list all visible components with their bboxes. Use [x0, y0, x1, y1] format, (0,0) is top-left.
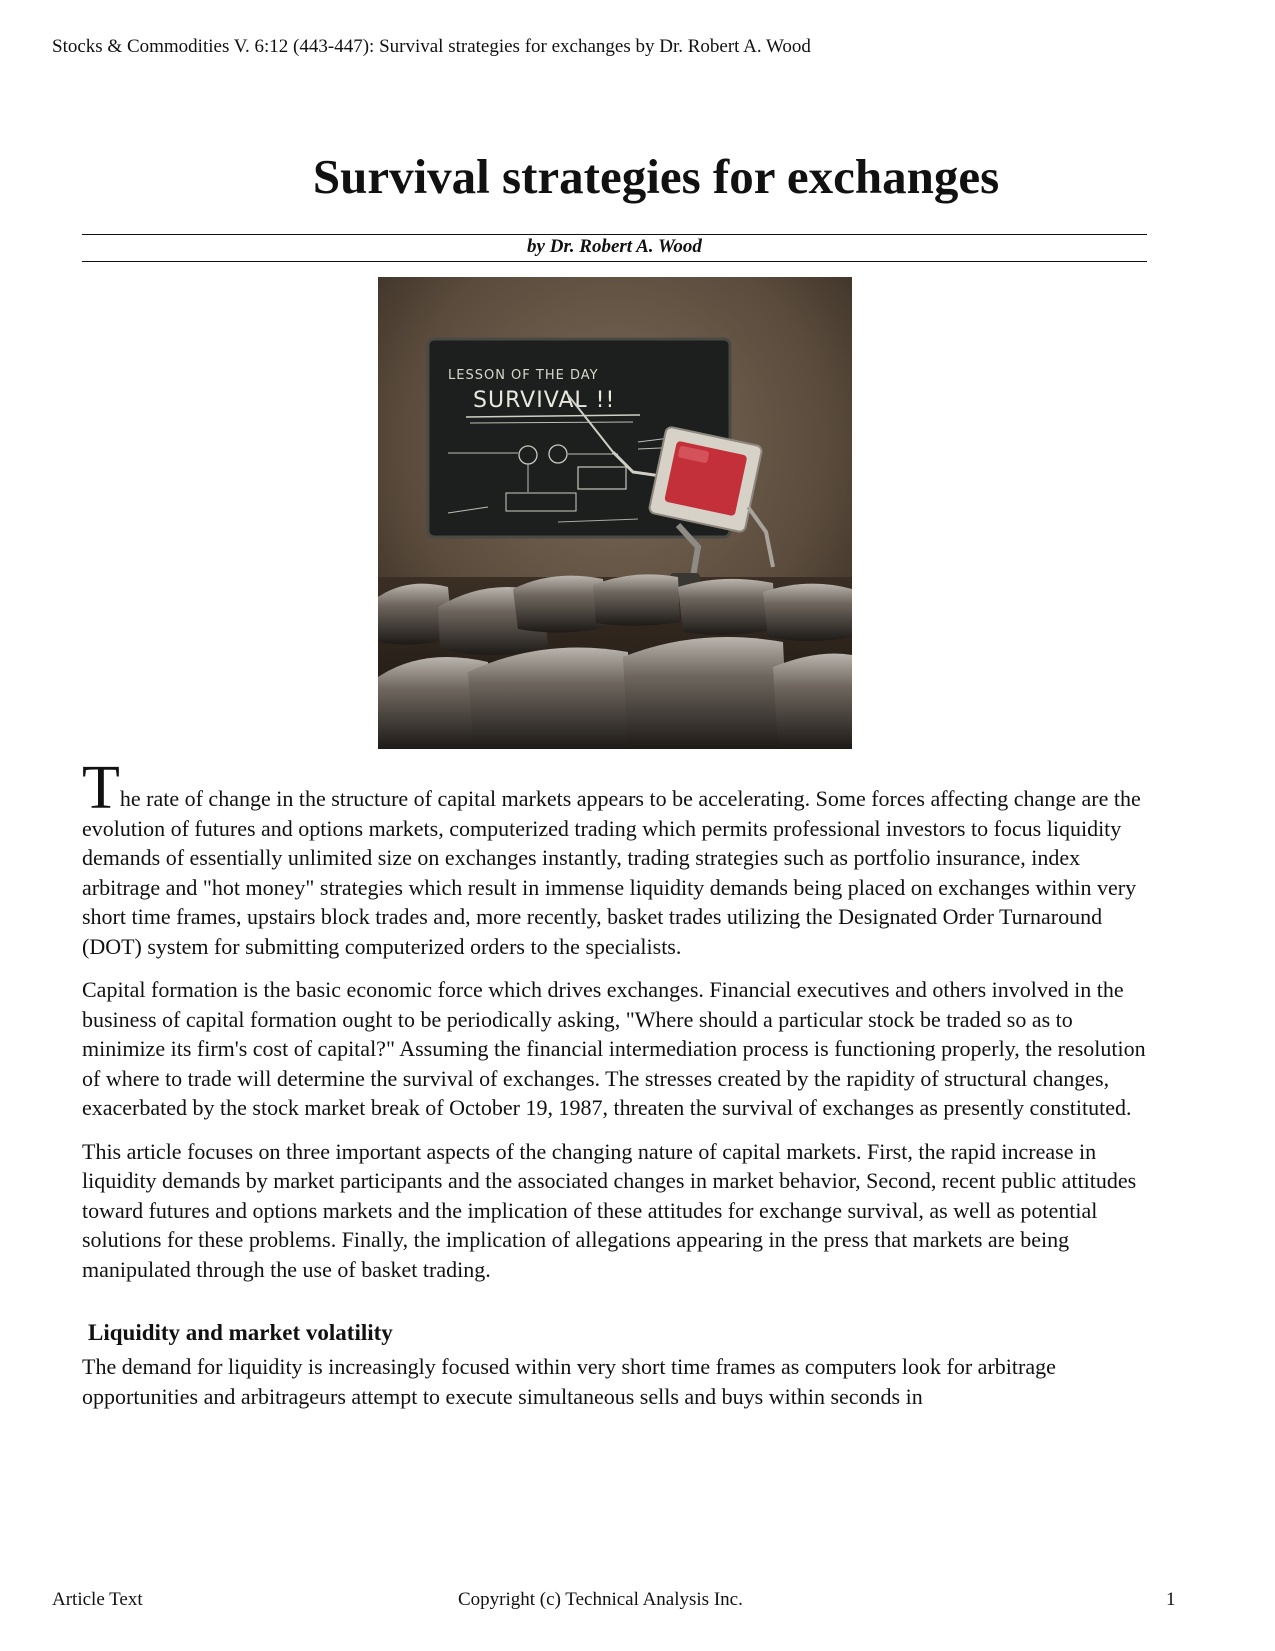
title-rule-top	[82, 234, 1147, 235]
article-body	[82, 754, 1152, 1425]
paragraph-1	[82, 754, 1152, 961]
section-heading: Liquidity and market volatility	[88, 1320, 393, 1345]
theater-seats	[378, 574, 852, 749]
running-header: Stocks & Commodities V. 6:12 (443-447): Survival strategies for exchanges by Dr. Robert A. Wood	[52, 36, 811, 57]
footer-copyright: Copyright (c) Technical Analysis Inc.	[458, 1589, 743, 1610]
drop-cap: T	[82, 754, 120, 822]
board-text-survival: SURVIVAL !!	[473, 388, 616, 413]
byline: by Dr. Robert A. Wood	[527, 236, 702, 257]
section-paragraph: The demand for liquidity is increasingly focused within very short time frames as computers look for arbitrage opportunities and arbitrageurs attempt to execute simultaneous sells and buys within seconds in	[82, 1354, 1056, 1409]
paragraph-2: Capital formation is the basic economic force which drives exchanges. Financial executives and others involved in the business of capital formation ought to be periodically asking, "Where should a particular stock be traded so as to minimize its firm's cost of capital?" Assuming the financial intermediation process is functioning properly, the resolution of where to trade will determine the survival of exchanges. The stresses created by the rapidity of structural changes, exacerbated by the stock market break of October 19, 1987, threaten the survival of exchanges as presently constituted.	[82, 977, 1146, 1120]
chalkboard-illustration	[378, 277, 852, 749]
title-rule-bottom	[82, 261, 1147, 262]
board-text-lesson: LESSON OF THE DAY	[448, 368, 599, 383]
page-number: 1	[1166, 1589, 1176, 1610]
paragraph-3: This article focuses on three important aspects of the changing nature of capital markets. First, the rapid increase in liquidity demands by market participants and the associated changes in market behavior, Second, recent public attitudes toward futures and options markets and the implication of these attitudes for exchange survival, as well as potential solutions for these problems. Finally, the implication of allegations appearing in the press that markets are being manipulated through the use of basket trading.	[82, 1138, 1137, 1282]
article-title: Survival strategies for exchanges	[312, 149, 1000, 204]
paragraph-1-text: he rate of change in the structure of capital markets appears to be accelerating. Some forces affecting change are the evolution of futures and options markets, computerized trading which permits professional investors to focus liquidity demands of essentially unlimited size on exchanges instantly, trading strategies such as portfolio insurance, index arbitrage and "hot money" strategies which result in immense liquidity demands being placed on exchanges within very short time frames, upstairs block trades and, more recently, basket trades utilizing the Designated Order Turnaround (DOT) system for submitting computerized orders to the specialists.	[82, 786, 1141, 959]
footer-left: Article Text	[52, 1589, 143, 1610]
